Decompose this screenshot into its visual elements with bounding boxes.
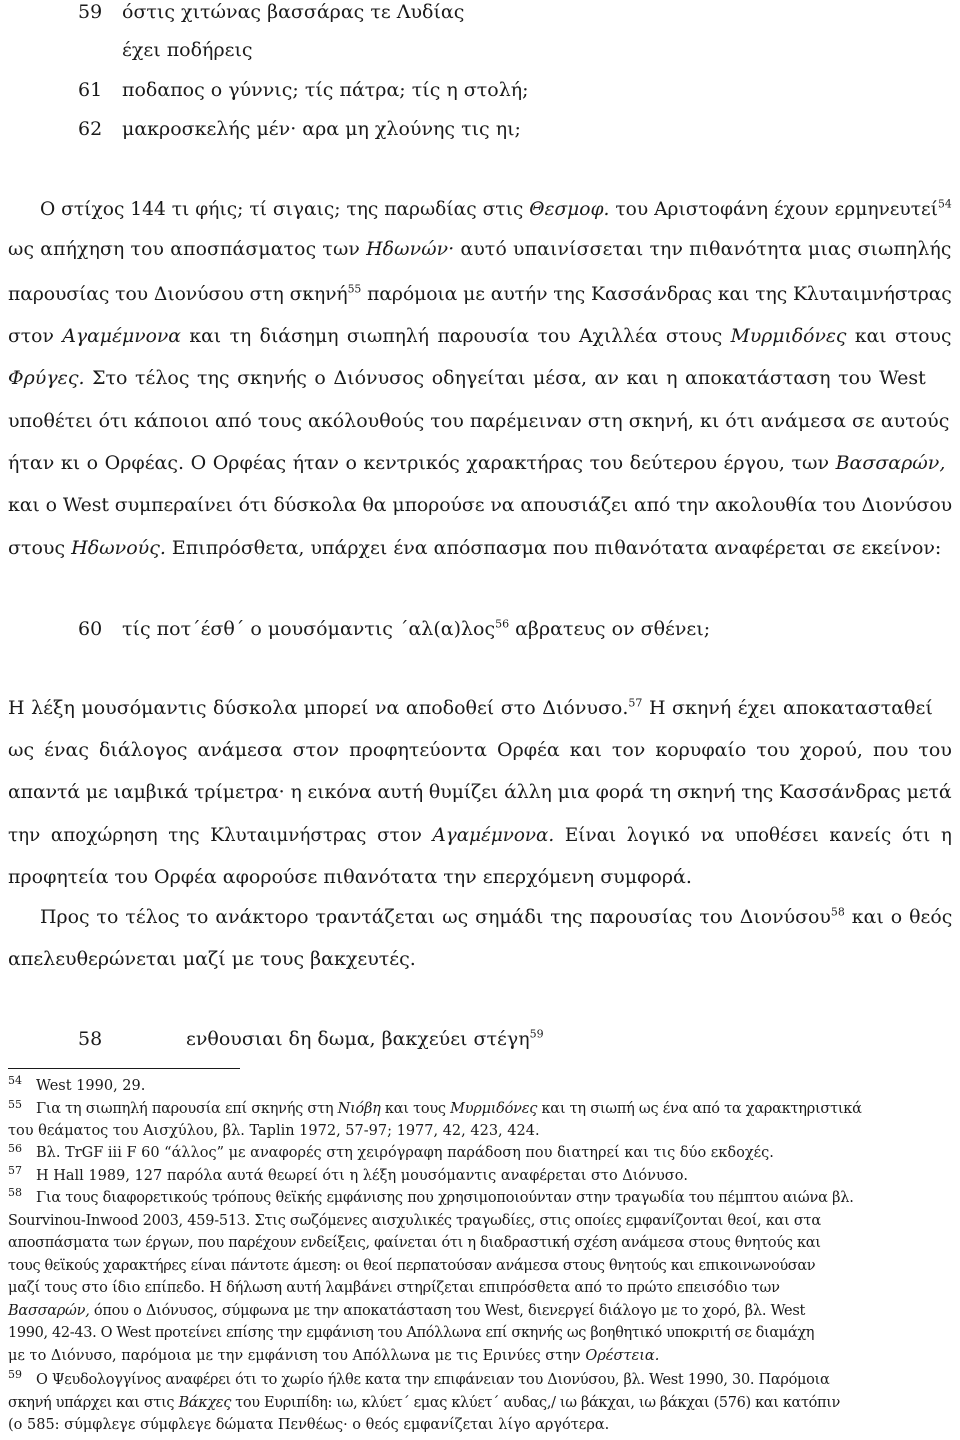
footnote-divider [8,1068,240,1069]
para1-line-7: ήταν κι ο Ορφέας. Ο Ορφέας ήταν ο κεντρικός χαρακτήρας του δεύτερου έργου, των Βασσαρών, [8,452,946,474]
footnote-text: μαζί τους στο ίδιο επίπεδο. Η δήλωση αυτή λαμβάνει στηρίζεται επιπρόσθετα από το πρώτο επεισόδιο των [8,1280,780,1296]
footnote-text: Η Hall 1989, 127 παρόλα αυτά θεωρεί ότι η λέξη μουσόμαντις αναφέρεται στο Διόνυσο. [36,1168,689,1184]
footnote-text: Για τη σιωπηλή παρουσία επί σκηνής στη Νιόβη και τους Μυρμιδόνες και τη σιωπή ως ένα από τα χαρακτηριστικά [36,1101,862,1117]
para1-line-1: Ο στίχος 144 τι φήις; τί σιγαις; της παρωδίας στις Θεσμοφ. του Αριστοφάνη έχουν ερμηνευτεί$^{54}$ [40,197,952,220]
verse-number: 61 [78,79,103,101]
para1-line-3: παρουσίας του Διονύσου στη σκηνή$^{55}$ παρόμοια με αυτήν της Κασσάνδρας και της Κλυταιμνήστρας [8,282,952,305]
footnote-text: Βασσαρών, όπου ο Διόνυσος, σύμφωνα με την αποκατάσταση του West, διενεργεί διάλογο με το χορό, βλ. West [8,1303,806,1319]
footnote-text: τους θεϊκούς χαρακτήρες είναι πάντοτε άμεση: οι θεοί περπατούσαν ανάμεσα στους θνητούς και επικοινωνούσαν [8,1258,816,1274]
para1-line-6: υποθέτει ότι κάποιοι από τους ακόλουθούς του παρέμειναν στη σκηνή, κι ότι ανάμεσα σε αυτούς [8,410,950,432]
para2-line-5: προφητεία του Ορφέα αφορούσε πιθανότατα την επερχόμενη συμφορά. [8,866,692,888]
para2-line-3: απαντά με ιαμβικά τρίμετρα· η εικόνα αυτή θυμίζει άλλη μια φορά τη σκηνή της Κασσάνδρας μετά [8,781,952,803]
footnote-ref-55[interactable]: 55 [347,282,362,296]
para1-line-2: ως απήχηση του αποσπάσματος των Ηδωνών· αυτό υπαινίσσεται την πιθανότητα μιας σιωπηλής [8,238,952,260]
footnote-number: 55 [8,1098,22,1111]
verse-number: 58 [78,1028,103,1050]
verse-number: 60 [78,618,103,640]
para1-line-4: στον Αγαμέμνονα και τη διάσημη σιωπηλή παρουσία του Αχιλλέα στους Μυρμιδόνες και στους [8,325,952,347]
footnote-ref-57[interactable]: 57 [628,696,643,710]
para1-line-8: και ο West συμπεραίνει ότι δύσκολα θα μπορούσε να απουσιάζει από την ακολουθία του Διονύσου [8,494,953,516]
para2-line-1: Η λέξη μουσόμαντις δύσκολα μπορεί να αποδοθεί στο Διόνυσο.$^{57}$ Η σκηνή έχει αποκατασταθεί [8,696,933,719]
verse-text: έχει ποδήρεις [122,39,253,61]
footnote-number: 58 [8,1186,22,1199]
para1-line-5: Φρύγες. Στο τέλος της σκηνής ο Διόνυσος οδηγείται μέσα, αν και η αποκατάσταση του West [8,367,926,389]
para2-line-4: την αποχώρηση της Κλυταιμνήστρας στον Αγαμέμνονα. Είναι λογικό να υποθέσει κανείς ότι η [8,824,952,846]
footnote-text: με το Διόνυσο, παρόμοια με την εμφάνιση του Απόλλωνα με τις Ερινύες στην Ορέστεια. [8,1348,660,1364]
footnote-number: 56 [8,1142,22,1155]
verse-text: τίς ποτ΄έσθ΄ ο μουσόμαντις ΄αλ(α)λος$^{56}$ αβρατευς ον σθένει; [122,617,711,640]
para3-line-2: απελευθερώνεται μαζί με τους βακχευτές. [8,948,416,970]
footnote-text: αποσπάσματα των έργων, που παρέχουν ενδείξεις, φαίνεται ότι η διαδραστική σχέση ανάμεσα στους θνητούς και [8,1235,821,1251]
verse-number: 59 [78,1,103,23]
verse-text: μακροσκελής μέν· αρα μη χλούνης τις ηι; [122,118,521,140]
para1-line-9: στους Ηδωνούς. Επιπρόσθετα, υπάρχει ένα απόσπασμα που πιθανότατα αναφέρεται σε εκείνον: [8,537,942,559]
footnote-ref-54[interactable]: 54 [937,197,952,211]
footnote-text: (ο 585: σύμφλεγε σύμφλεγε δώματα Πενθέως· ο θεός εμφανίζεται λίγο αργότερα. [8,1417,610,1433]
verse-text: ενθουσιαι δη δωμα, βακχεύει στέγη$^{59}$ [186,1027,544,1050]
footnote-text: 1990, 42-43. Ο West προτείνει επίσης την εμφάνιση του Απόλλωνα επί σκηνής ως βοηθητικό υποκριτή σε διαμάχη [8,1325,815,1341]
para3-line-1: Προς το τέλος το ανάκτορο τραντάζεται ως σημάδι της παρουσίας του Διονύσου$^{58}$ και ο θεός [40,905,953,928]
verse-text: ποδαπος ο γύννις; τίς πάτρα; τίς η στολή; [122,79,529,101]
footnote-text: Sourvinou-Inwood 2003, 459-513. Στις σωζόμενες αισχυλικές τραγωδίες, στις οποίες εμφανίζονται θεοί, και στα [8,1213,821,1229]
footnote-text: Για τους διαφορετικούς τρόπους θεϊκής εμφάνισης που χρησιμοποιούνταν στην τραγωδία του πέμπτου αιώνα βλ. [36,1190,854,1206]
footnote-ref-59[interactable]: 59 [529,1027,544,1041]
footnote-ref-56[interactable]: 56 [495,617,510,631]
footnote-number: 57 [8,1164,22,1177]
para2-line-2: ως ένας διάλογος ανάμεσα στον προφητεύοντα Ορφέα και τον κορυφαίο του χορού, που του [8,739,952,761]
verse-text: όστις χιτώνας βασσάρας τε Λυδίας [122,1,465,23]
footnote-text: West 1990, 29. [36,1078,146,1094]
footnote-text: του θεάματος του Αισχύλου, βλ. Taplin 1972, 57-97; 1977, 42, 423, 424. [8,1123,540,1139]
footnote-text: Βλ. TrGF iii F 60 “άλλος” με αναφορές στη χειρόγραφη παράδοση που διατηρεί και τις δύο εκδοχές. [36,1145,774,1161]
footnote-text: σκηνή υπάρχει και στις Βάκχες του Ευριπίδη: ιω, κλύετ΄ εμας κλύετ΄ αυδας,/ ιω βάκχαι, ιω βάκχαι (576) και κατόπιν [8,1395,841,1411]
footnote-text: Ο Ψευδολογγίνος αναφέρει ότι το χωρίο ήλθε κατα την επιφάνειαν του Διονύσου, βλ. West 1990, 30. Παρόμοια [36,1372,830,1388]
footnote-number: 59 [8,1368,22,1381]
footnote-ref-58[interactable]: 58 [830,905,845,919]
verse-number: 62 [78,118,103,140]
footnote-number: 54 [8,1074,22,1087]
